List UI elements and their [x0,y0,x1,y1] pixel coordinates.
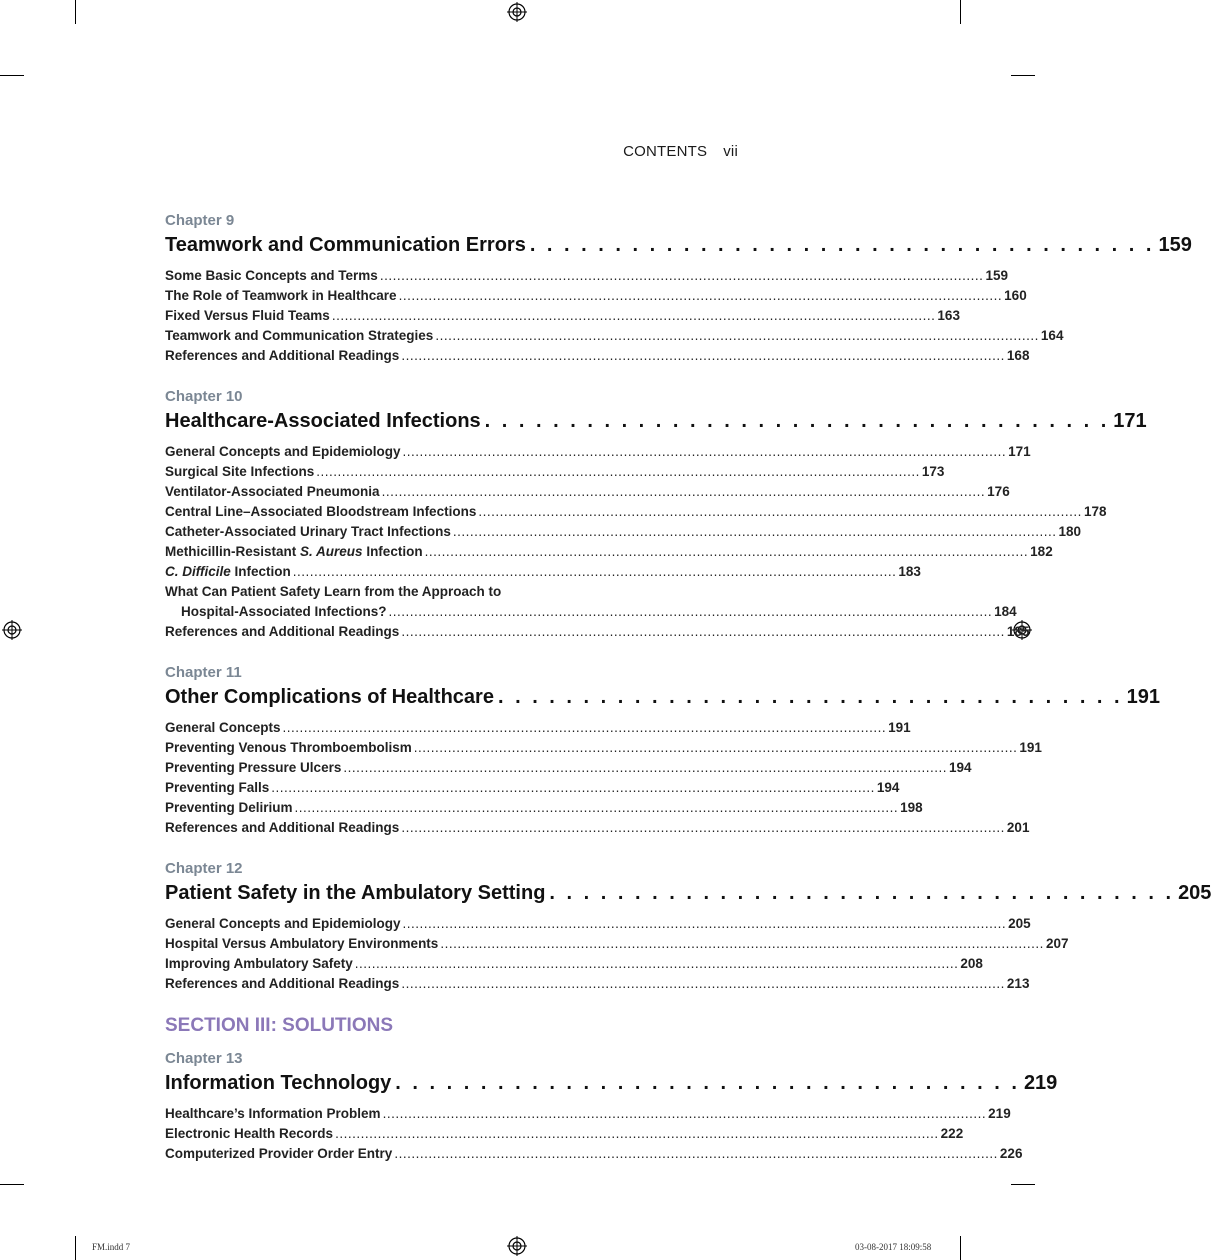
chapter-label: Chapter 12 [165,860,243,877]
toc-entry[interactable] [165,1104,1011,1124]
chapter-label: Chapter 9 [165,212,235,229]
entry-text: Healthcare’s Information Problem [165,1106,381,1121]
entry-text: References and Additional Readings [165,348,400,363]
entry-page: 168 [1006,348,1030,363]
leader-dots: . . . . . . . . . . . . . . . . . . . . . . . . . . . . . . . . . . . . . [395,1072,1020,1094]
registration-mark-icon [2,620,22,640]
entry-page: 201 [1006,820,1030,835]
leader-dots: . . . . . . . . . . . . . . . . . . . . . . . . . . . . . . . . . . . . . [529,234,1155,256]
toc-entry[interactable] [165,974,1030,994]
toc-entry[interactable] [165,326,1064,346]
entry-text: General Concepts [165,720,281,735]
entry-text: Preventing Delirium [165,800,293,815]
toc-entry[interactable] [165,266,1008,286]
entry-text: The Role of Teamwork in Healthcare [165,288,397,303]
toc-entry[interactable] [165,718,911,738]
leader-dots: .............................................................................................................................................. [343,760,947,775]
entry-text-italic: C. Difficile [165,564,231,579]
chapter-title[interactable] [165,408,1147,434]
leader-dots: . . . . . . . . . . . . . . . . . . . . . . . . . . . . . . . . . . . . . [549,882,1175,904]
entry-page: 160 [1004,288,1027,303]
chapter-page: 159 [1158,234,1192,256]
chapter-label: Chapter 13 [165,1050,243,1067]
entry-text: Preventing Venous Thromboembolism [165,740,412,755]
toc-entry[interactable] [165,818,1030,838]
entry-text: Ventilator-Associated Pneumonia [165,484,380,499]
toc-entry[interactable] [165,954,983,974]
entry-text: References and Additional Readings [165,820,400,835]
crop-mark [0,75,24,76]
entry-page: 185 [1006,624,1030,639]
toc-entry[interactable] [165,914,1031,934]
entry-text: Preventing Pressure Ulcers [165,760,342,775]
leader-dots: .............................................................................................................................................. [402,444,1007,459]
toc-entry[interactable] [165,738,1042,758]
toc-entry[interactable] [165,482,1010,502]
toc-entry[interactable] [165,502,1107,522]
chapter-title-text: Information Technology [165,1072,392,1094]
chapter-title[interactable] [165,1070,1058,1096]
entry-text: Some Basic Concepts and Terms [165,268,378,283]
entry-page: 182 [1030,544,1053,559]
leader-dots: .............................................................................................................................................. [413,740,1018,755]
chapter-label: Chapter 10 [165,388,243,405]
chapter-title-text: Patient Safety in the Ambulatory Setting [165,882,546,904]
entry-text: General Concepts and Epidemiology [165,444,401,459]
entry-text: Hospital-Associated Infections? [181,604,387,619]
leader-dots: .............................................................................................................................................. [401,820,1005,835]
chapter-page: 171 [1113,410,1147,432]
leader-dots: .............................................................................................................................................. [452,524,1057,539]
entry-page: 207 [1045,936,1069,951]
leader-dots: .............................................................................................................................................. [316,464,920,479]
leader-dots: .............................................................................................................................................. [282,720,887,735]
entry-page: 222 [940,1126,964,1141]
running-head-label: CONTENTS [623,143,708,160]
leader-dots: .............................................................................................................................................. [388,604,993,619]
entry-page: 213 [1006,976,1030,991]
crop-mark [960,1236,961,1260]
entry-text: Improving Ambulatory Safety [165,956,353,971]
running-head [560,143,738,160]
registration-mark-icon [507,1236,527,1256]
entry-page: 194 [876,780,900,795]
chapter-page: 205 [1178,882,1211,904]
toc-entry[interactable] [165,562,921,582]
chapter-title-text: Other Complications of Healthcare [165,686,494,708]
entry-page: 219 [988,1106,1011,1121]
crop-mark [1011,1184,1035,1185]
toc-entry[interactable] [165,778,900,798]
entry-page: 198 [900,800,923,815]
leader-dots: .............................................................................................................................................. [294,800,899,815]
toc-entry[interactable] [165,934,1069,954]
slug-timestamp: 03-08-2017 18:09:58 [855,1242,932,1252]
crop-mark [960,0,961,24]
entry-page: 184 [994,604,1017,619]
toc-entry[interactable] [165,542,1053,562]
chapter-page: 219 [1023,1072,1058,1094]
chapter-block [165,1048,1058,1164]
entry-text: Hospital Versus Ambulatory Environments [165,936,439,951]
entry-page: 163 [937,308,960,323]
toc-entry[interactable] [165,286,1027,306]
leader-dots: . . . . . . . . . . . . . . . . . . . . . . . . . . . . . . . . . . . . . [497,686,1123,708]
toc-entry[interactable] [165,758,972,778]
entry-text: Catheter-Associated Urinary Tract Infections [165,524,451,539]
leader-dots: .............................................................................................................................................. [381,484,986,499]
entry-text: Surgical Site Infections [165,464,315,479]
leader-dots: .............................................................................................................................................. [335,1126,939,1141]
entry-text [165,562,291,582]
entry-text: Preventing Falls [165,780,270,795]
chapter-block [165,662,1160,838]
entry-page: 183 [898,564,921,579]
leader-dots: .............................................................................................................................................. [331,308,936,323]
entry-page: 191 [888,720,911,735]
entry-text-part: Methicillin-Resistant [165,544,301,559]
entry-text: References and Additional Readings [165,976,400,991]
entry-text: Central Line–Associated Bloodstream Infections [165,504,477,519]
table-of-contents [165,210,1211,1184]
entry-page: 178 [1083,504,1107,519]
slug-filename: FM.indd 7 [92,1242,131,1252]
toc-entry[interactable] [165,442,1031,462]
chapter-page: 191 [1126,686,1160,708]
toc-entry[interactable] [165,622,1030,642]
registration-mark-icon [507,2,527,22]
leader-dots: .............................................................................................................................................. [401,976,1005,991]
entry-page: 159 [985,268,1008,283]
chapter-block [165,858,1211,994]
leader-dots: .............................................................................................................................................. [292,564,897,579]
entry-page: 208 [960,956,983,971]
entry-text [165,542,423,562]
entry-text-part: Infection [362,544,423,559]
entry-text: Teamwork and Communication Strategies [165,328,434,343]
leader-dots: .............................................................................................................................................. [401,348,1005,363]
chapter-title[interactable] [165,232,1192,258]
toc-entry[interactable] [165,798,923,818]
leader-dots: .............................................................................................................................................. [401,624,1005,639]
chapter-label: Chapter 11 [165,664,242,681]
chapter-title[interactable] [165,684,1160,710]
entry-page: 171 [1008,444,1031,459]
entry-page: 164 [1040,328,1064,343]
crop-mark [75,1236,76,1260]
chapter-title-text: Healthcare-Associated Infections [165,410,481,432]
entry-text: Fixed Versus Fluid Teams [165,308,330,323]
leader-dots: .............................................................................................................................................. [424,544,1029,559]
toc-entry[interactable] [165,462,945,482]
leader-dots: .............................................................................................................................................. [398,288,1003,303]
chapter-title[interactable] [165,880,1211,906]
leader-dots: .............................................................................................................................................. [402,916,1007,931]
entry-page: 226 [999,1146,1023,1161]
entry-page: 191 [1019,740,1042,755]
entry-page: 173 [921,464,945,479]
toc-entry[interactable] [165,602,1017,622]
entry-text: Electronic Health Records [165,1126,334,1141]
leader-dots: .............................................................................................................................................. [382,1106,987,1121]
crop-mark [75,0,76,24]
entry-page: 194 [948,760,972,775]
entry-page: 180 [1058,524,1081,539]
entry-text-italic: S. Aureus [300,544,363,559]
leader-dots: .............................................................................................................................................. [379,268,984,283]
toc-entry[interactable] [165,1144,1023,1164]
page-number: vii [723,143,738,160]
toc-entry[interactable] [165,1124,964,1144]
entry-text-line1[interactable]: What Can Patient Safety Learn from the Approach to [165,584,502,599]
leader-dots: . . . . . . . . . . . . . . . . . . . . . . . . . . . . . . . . . . . . . [484,410,1110,432]
toc-entry[interactable] [165,346,1030,366]
entry-text: General Concepts and Epidemiology [165,916,401,931]
chapter-block [165,210,1192,366]
entry-page: 176 [987,484,1010,499]
chapter-block [165,386,1147,642]
entry-text-part: Infection [230,564,291,579]
toc-entry[interactable] [165,306,960,326]
chapter-title-text: Teamwork and Communication Errors [165,234,526,256]
leader-dots: .............................................................................................................................................. [440,936,1044,951]
leader-dots: .............................................................................................................................................. [354,956,959,971]
crop-mark [0,1184,24,1185]
entry-text: References and Additional Readings [165,624,400,639]
leader-dots: .............................................................................................................................................. [394,1146,998,1161]
crop-mark [1011,75,1035,76]
leader-dots: .............................................................................................................................................. [478,504,1082,519]
entry-text: Computerized Provider Order Entry [165,1146,393,1161]
section-heading: SECTION III: SOLUTIONS [165,1015,394,1036]
leader-dots: .............................................................................................................................................. [271,780,875,795]
entry-page: 205 [1008,916,1031,931]
toc-entry[interactable] [165,522,1081,542]
leader-dots: .............................................................................................................................................. [435,328,1039,343]
